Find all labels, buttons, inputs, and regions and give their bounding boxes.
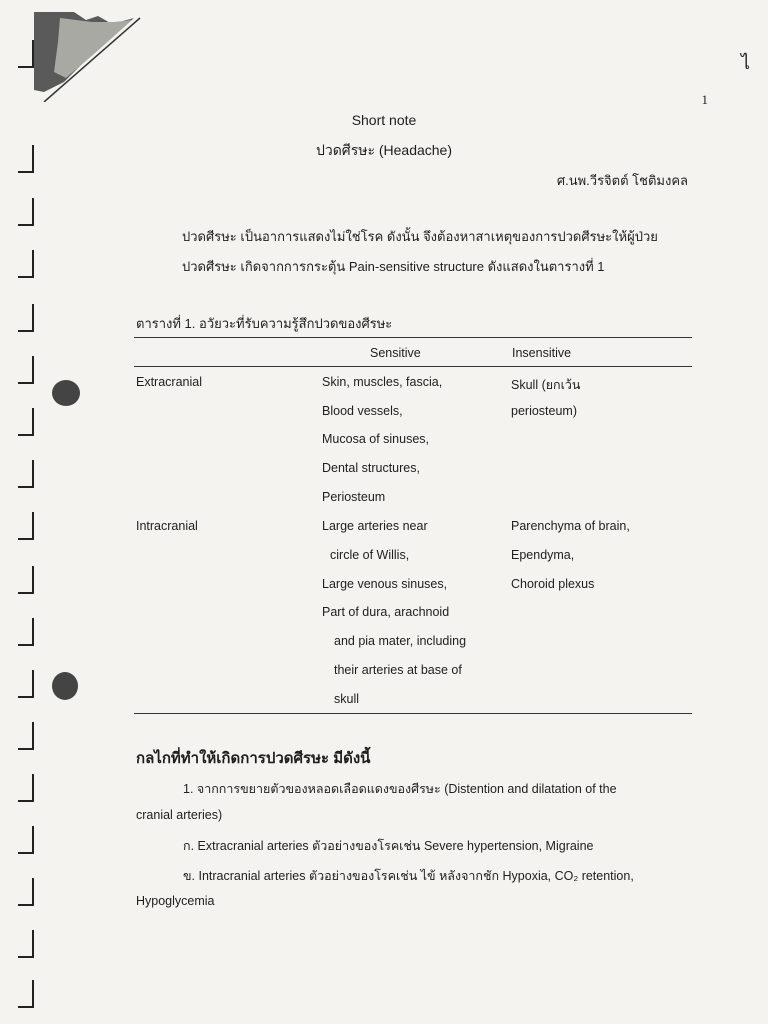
- table-cell-region: Extracranial: [136, 375, 202, 389]
- binding-mark: [18, 304, 34, 332]
- mechanism-item-b: ข. Intracranial arteries ตัวอย่างของโรคเช่น ไข้ หลังจากชัก Hypoxia, CO₂ retention,: [183, 869, 634, 883]
- binding-mark: [18, 878, 34, 906]
- table-top-rule: [134, 337, 692, 338]
- table-cell-sensitive: Blood vessels,: [322, 404, 403, 418]
- binding-mark: [18, 250, 34, 278]
- binding-mark: [18, 356, 34, 384]
- table-cell-sensitive: Skin, muscles, fascia,: [322, 375, 443, 389]
- binding-mark: [18, 774, 34, 802]
- binding-mark: [18, 40, 34, 68]
- table-cell-sensitive: Part of dura, arachnoid: [322, 605, 450, 619]
- section-heading: กลไกที่ทำให้เกิดการปวดศีรษะ มีดังนี้: [136, 750, 371, 767]
- table-cell-insensitive: Ependyma,: [511, 548, 575, 562]
- table-cell-insensitive: periosteum): [511, 404, 577, 418]
- table-cell-sensitive: Mucosa of sinuses,: [322, 432, 429, 446]
- table-cell-sensitive: Periosteum: [322, 490, 386, 504]
- table-cell-sensitive: their arteries at base of: [334, 663, 462, 677]
- intro-line-1: ปวดศีรษะ เป็นอาการแสดงไม่ใช่โรค ดังนั้น จึงต้องหาสาเหตุของการปวดศีรษะให้ผู้ป่วย: [182, 229, 658, 244]
- binding-mark: [18, 930, 34, 958]
- intro-line-2: ปวดศีรษะ เกิดจากการกระตุ้น Pain-sensitive structure ดังแสดงในตารางที่ 1: [182, 259, 605, 274]
- binding-mark: [18, 566, 34, 594]
- binding-mark: [18, 670, 34, 698]
- binding-mark: [18, 408, 34, 436]
- table-cell-sensitive: Large venous sinuses,: [322, 577, 448, 591]
- document-subtitle: ปวดศีรษะ (Headache): [315, 142, 453, 158]
- mechanism-item-b-cont: Hypoglycemia: [136, 894, 215, 908]
- binding-mark: [18, 618, 34, 646]
- mechanism-item-a: ก. Extracranial arteries ตัวอย่างของโรคเช่น Severe hypertension, Migraine: [183, 839, 594, 853]
- table-cell-sensitive: skull: [334, 692, 360, 706]
- binding-mark: [18, 512, 34, 540]
- binding-mark: [18, 198, 34, 226]
- binding-mark: [18, 722, 34, 750]
- table-caption: ตารางที่ 1. อวัยวะที่รับความรู้สึกปวดของศีรษะ: [136, 316, 393, 331]
- author-name: ศ.นพ.วีรจิตต์ โชติมงคล: [556, 173, 688, 188]
- punch-hole: [52, 672, 78, 700]
- table-header-sensitive: Sensitive: [370, 346, 421, 360]
- table-cell-region: Intracranial: [136, 519, 198, 533]
- table-bottom-rule: [134, 713, 692, 714]
- table-header-insensitive: Insensitive: [512, 346, 572, 360]
- mechanism-item-1: 1. จากการขยายตัวของหลอดเลือดแดงของศีรษะ (Distention and dilatation of the: [183, 782, 617, 796]
- binding-mark: [18, 826, 34, 854]
- binding-mark: [18, 980, 34, 1008]
- page-number: 1: [701, 92, 708, 107]
- table-cell-sensitive: circle of Willis,: [330, 548, 410, 562]
- table-cell-sensitive: Large arteries near: [322, 519, 428, 533]
- table-cell-insensitive: Skull (ยกเว้น: [511, 378, 581, 392]
- table-header-rule: [134, 366, 692, 367]
- table-cell-sensitive: Dental structures,: [322, 461, 420, 475]
- table-cell-sensitive: and pia mater, including: [334, 634, 467, 648]
- mechanism-item-1-cont: cranial arteries): [136, 808, 223, 822]
- torn-corner-graphic: [34, 12, 144, 102]
- corner-handwritten-mark: ไ: [740, 53, 750, 73]
- document-title: Short note: [351, 112, 417, 128]
- binding-mark: [18, 460, 34, 488]
- punch-hole: [52, 380, 80, 406]
- table-cell-insensitive: Choroid plexus: [511, 577, 595, 591]
- table-cell-insensitive: Parenchyma of brain,: [511, 519, 630, 533]
